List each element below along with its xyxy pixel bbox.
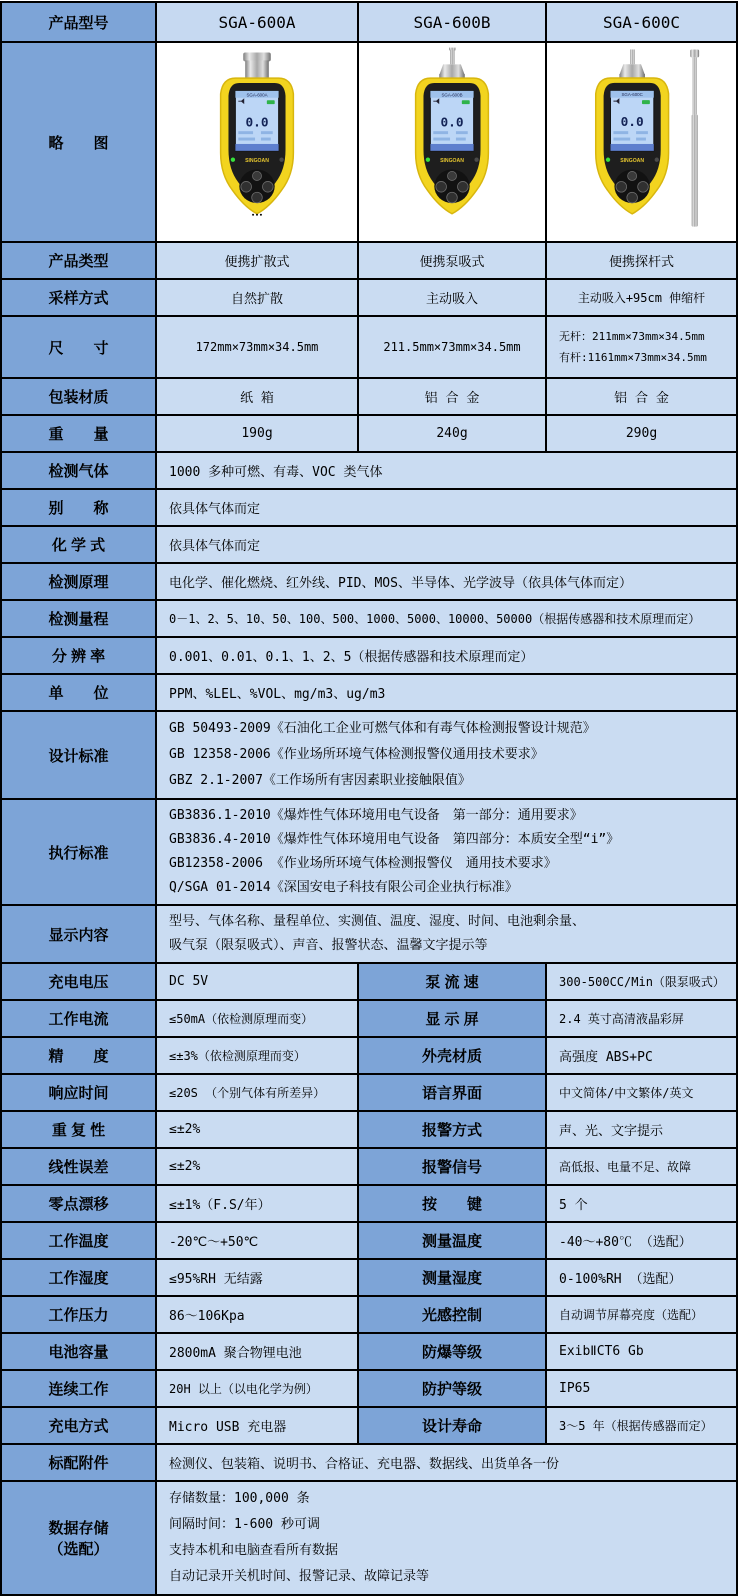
row-value: [157, 712, 738, 800]
menu-button: [252, 171, 261, 180]
standard-line: GBZ 2.1-2007《工作场所有害因素职业接触限值》: [169, 773, 471, 788]
table-row-current-display: [2, 1001, 738, 1038]
value-sga600b: 便携泵吸式: [359, 243, 547, 280]
device-illustration-sga600c: [547, 43, 736, 241]
value-sga600b: 主动吸入: [359, 280, 547, 317]
row-label: 工作湿度: [2, 1260, 157, 1297]
left-button: [616, 181, 627, 192]
storage-line: 存储数量：100,000 条: [169, 1491, 310, 1506]
row-label: 检测原理: [2, 564, 157, 601]
spec-value: 声、光、文字提示: [547, 1112, 738, 1149]
value-sga600a: 自然扩散: [157, 280, 359, 317]
spec-value: -20℃～+50℃: [157, 1223, 359, 1260]
row-label: 显示内容: [2, 906, 157, 964]
table-row-accessories: [2, 1445, 738, 1482]
table-row-battery-explosion-proof: [2, 1334, 738, 1371]
table-row-formula: [2, 527, 738, 564]
row-label: 响应时间: [2, 1075, 157, 1112]
image-cell-sga600c: [547, 43, 738, 243]
table-row-response-language: [2, 1075, 738, 1112]
brand-text: SINGOAN: [619, 158, 644, 165]
row-label: 重 复 性: [2, 1112, 157, 1149]
table-row-continuous-work-ip-rating: [2, 1371, 738, 1408]
row-label: 测量湿度: [359, 1260, 547, 1297]
row-value: 0.001、0.01、0.1、1、2、5（根据传感器和技术原理而定）: [157, 638, 738, 675]
row-label: 重 量: [2, 416, 157, 453]
display-line: 型号、气体名称、量程单位、实测值、温度、湿度、时间、电池剩余量、: [169, 914, 586, 929]
spec-value: ≤±1%（F.S/年）: [157, 1186, 359, 1223]
left-button: [436, 181, 447, 192]
spec-value: ≤95%RH 无结露: [157, 1260, 359, 1297]
value-sga600b: 211.5mm×73mm×34.5mm: [359, 317, 547, 379]
power-icon: [279, 158, 283, 162]
row-label-product-model: 产品型号: [2, 3, 157, 43]
lcd-reading: 0.0: [620, 115, 644, 131]
spec-value: -40～+80℃ （选配）: [547, 1223, 738, 1260]
lcd-status-bar: [235, 144, 278, 151]
spec-value: ExibⅡCT6 Gb: [547, 1334, 738, 1371]
spec-value: ≤±3%（依检测原理而变）: [157, 1038, 359, 1075]
status-led: [231, 158, 235, 162]
row-label: 报警信号: [359, 1149, 547, 1186]
value-sga600b: 铝 合 金: [359, 379, 547, 416]
lcd-model-text: SGA-600A: [246, 92, 268, 98]
row-label: 检测量程: [2, 601, 157, 638]
standard-line: GB 12358-2006《作业场所环境气体检测报警仪通用技术要求》: [169, 747, 544, 762]
storage-line: 支持本机和电脑查看所有数据: [169, 1543, 339, 1558]
table-row-principle: [2, 564, 738, 601]
row-label: 设计标准: [2, 712, 157, 800]
device-illustration-sga600a: [157, 43, 357, 241]
table-row-work-temp-measure-temp: [2, 1223, 738, 1260]
right-button: [458, 181, 469, 192]
row-label: 按 键: [359, 1186, 547, 1223]
sensor-cap-lip: [243, 53, 271, 62]
spec-value: 86～106Kpa: [157, 1297, 359, 1334]
sensor-cone: [619, 64, 645, 75]
row-label: 标配附件: [2, 1445, 157, 1482]
row-value: [157, 1482, 738, 1596]
row-label: 工作温度: [2, 1223, 157, 1260]
brand-text: SINGOAN: [245, 158, 269, 165]
table-row-exec-standard: [2, 800, 738, 906]
spec-value: 2800mA 聚合物锂电池: [157, 1334, 359, 1371]
table-row-linearity-alarm-signal: [2, 1149, 738, 1186]
standard-line: GB12358-2006 《作业场所环境气体检测报警仪 通用技术要求》: [169, 856, 557, 871]
spec-value: IP65: [547, 1371, 738, 1408]
lcd-status-bar: [610, 144, 653, 151]
right-button: [263, 181, 274, 192]
table-row-charge-voltage-pump-flow: [2, 964, 738, 1001]
menu-button: [447, 171, 456, 180]
row-label: 工作电流: [2, 1001, 157, 1038]
value-sga600c: 290g: [547, 416, 738, 453]
row-label: 语言界面: [359, 1075, 547, 1112]
lcd-reading: 0.0: [440, 115, 464, 131]
row-label: 外壳材质: [359, 1038, 547, 1075]
table-row-display-content: [2, 906, 738, 964]
row-value: [157, 800, 738, 906]
lcd-info-row: [613, 131, 628, 134]
lcd-info-row: [238, 131, 253, 134]
row-label: 产品类型: [2, 243, 157, 280]
lcd-info-row: [261, 131, 273, 134]
table-row-sampling: [2, 280, 738, 317]
row-label: 分 辨 率: [2, 638, 157, 675]
brand-text: SINGOAN: [440, 158, 464, 165]
telescopic-rod-lower: [691, 114, 697, 226]
image-cell-sga600b: [359, 43, 547, 243]
row-label: 充电电压: [2, 964, 157, 1001]
storage-line: 自动记录开关机时间、报警记录、故障记录等: [169, 1569, 430, 1584]
value-sga600a: 便携扩散式: [157, 243, 359, 280]
row-label: 泵 流 速: [359, 964, 547, 1001]
table-row-resolution: [2, 638, 738, 675]
lcd-info-row: [261, 138, 271, 141]
row-value: 0－1、2、5、10、50、100、500、1000、5000、10000、50000（根据传感器和技术原理而定）: [157, 601, 738, 638]
table-row-work-humidity-measure-humidity: [2, 1260, 738, 1297]
device-illustration-sga600b: [359, 43, 545, 241]
lcd-reading: 0.0: [245, 115, 269, 131]
row-label: 防护等级: [359, 1371, 547, 1408]
table-row-product-type: [2, 243, 738, 280]
row-label: 包装材质: [2, 379, 157, 416]
table-row-model: [2, 3, 738, 43]
table-row-accuracy-shell: [2, 1038, 738, 1075]
row-value: 检测仪、包装箱、说明书、合格证、充电器、数据线、出货单各一份: [157, 1445, 738, 1482]
table-row-zero-drift-keys: [2, 1186, 738, 1223]
spec-value: 中文简体/中文繁体/英文: [547, 1075, 738, 1112]
row-label: 充电方式: [2, 1408, 157, 1445]
row-label: [2, 1482, 157, 1596]
lcd-model-text: SGA-600C: [620, 92, 643, 98]
row-label: 电池容量: [2, 1334, 157, 1371]
standard-line: Q/SGA 01-2014《深国安电子科技有限公司企业执行标准》: [169, 880, 518, 895]
spec-value: 300-500CC/Min（限泵吸式）: [547, 964, 738, 1001]
lcd-info-row: [433, 138, 450, 141]
row-value: 依具体气体而定: [157, 527, 738, 564]
gas-detector-diffusion-image: [198, 47, 316, 237]
value-sga600c: 铝 合 金: [547, 379, 738, 416]
row-label: 报警方式: [359, 1112, 547, 1149]
spec-value: 5 个: [547, 1186, 738, 1223]
lcd-model-text: SGA-600B: [441, 92, 463, 98]
power-icon: [654, 158, 658, 162]
row-label: 零点漂移: [2, 1186, 157, 1223]
row-label: 显 示 屏: [359, 1001, 547, 1038]
spec-value: ≤±2%: [157, 1112, 359, 1149]
lcd-info-row: [238, 138, 255, 141]
probe: [450, 50, 454, 65]
enter-button: [252, 192, 263, 203]
spec-value: 2.4 英寸高清液晶彩屏: [547, 1001, 738, 1038]
probe: [630, 49, 634, 64]
lcd-info-row: [613, 138, 630, 141]
speaker-hole: [256, 214, 258, 216]
telescopic-rod-upper: [692, 57, 696, 114]
table-row-gases: [2, 453, 738, 490]
value-sga600a: 190g: [157, 416, 359, 453]
enter-button: [626, 192, 637, 203]
gas-detector-pump-image: [393, 47, 511, 237]
value-sga600c: 主动吸入+95cm 伸缩杆: [547, 280, 738, 317]
row-label: 线性误差: [2, 1149, 157, 1186]
standard-line: GB3836.1-2010《爆炸性气体环境用电气设备 第一部分：通用要求》: [169, 808, 583, 823]
value-sga600a: 纸 箱: [157, 379, 359, 416]
row-label: 防爆等级: [359, 1334, 547, 1371]
lcd-info-row: [456, 138, 466, 141]
storage-label-line: （选配）: [48, 1541, 109, 1558]
spec-value: 高低报、电量不足、故障: [547, 1149, 738, 1186]
spec-value: Micro USB 充电器: [157, 1408, 359, 1445]
table-row-charging-design-life: [2, 1408, 738, 1445]
lcd-status-bar: [430, 144, 473, 151]
spec-value: ≤50mA（依检测原理而变）: [157, 1001, 359, 1038]
standard-line: GB 50493-2009《石油化工企业可燃气体和有毒气体检测报警设计规范》: [169, 721, 596, 736]
power-icon: [474, 158, 478, 162]
row-label: 连续工作: [2, 1371, 157, 1408]
speaker-hole: [260, 214, 262, 216]
storage-label-line: 数据存储: [48, 1520, 109, 1537]
right-button: [637, 181, 648, 192]
table-row-design-standard: [2, 712, 738, 800]
table-row-data-storage: [2, 1482, 738, 1596]
table-row-dimensions: [2, 317, 738, 379]
row-label: 测量温度: [359, 1223, 547, 1260]
table-row-weight: [2, 416, 738, 453]
standard-line: GB3836.4-2010《爆炸性气体环境用电气设备 第四部分：本质安全型“i”》: [169, 832, 620, 847]
value-sga600a: 172mm×73mm×34.5mm: [157, 317, 359, 379]
table-row-repeatability-alarm-mode: [2, 1112, 738, 1149]
model-name-sga600c: SGA-600C: [547, 3, 738, 43]
row-value: PPM、%LEL、%VOL、mg/m3、ug/m3: [157, 675, 738, 712]
spec-value: 20H 以上（以电化学为例）: [157, 1371, 359, 1408]
speaker-hole: [252, 214, 254, 216]
battery-icon: [462, 100, 470, 104]
table-row-sketch: [2, 43, 738, 243]
row-label: 执行标准: [2, 800, 157, 906]
model-name-sga600b: SGA-600B: [359, 3, 547, 43]
table-row-range: [2, 601, 738, 638]
row-value: 电化学、催化燃烧、红外线、PID、MOS、半导体、光学波导（依具体气体而定）: [157, 564, 738, 601]
table-row-packing: [2, 379, 738, 416]
spec-value: DC 5V: [157, 964, 359, 1001]
row-label: 设计寿命: [359, 1408, 547, 1445]
status-led: [605, 158, 609, 162]
sensor-cone: [439, 64, 465, 75]
value-sga600c: 便携探杆式: [547, 243, 738, 280]
lcd-info-row: [636, 131, 648, 134]
row-label: 采样方式: [2, 280, 157, 317]
dimension-without-rod: 无杆：211mm×73mm×34.5mm: [559, 330, 705, 343]
left-button: [241, 181, 252, 192]
spec-value: 自动调节屏幕亮度（选配）: [547, 1297, 738, 1334]
row-value: 依具体气体而定: [157, 490, 738, 527]
row-label: 光感控制: [359, 1297, 547, 1334]
row-value: [157, 906, 738, 964]
lcd-info-row: [433, 131, 448, 134]
row-label: 检测气体: [2, 453, 157, 490]
spec-value: ≤20S （个别气体有所差异）: [157, 1075, 359, 1112]
model-name-sga600a: SGA-600A: [157, 3, 359, 43]
table-row-pressure-light-sense: [2, 1297, 738, 1334]
sensor-cap: [245, 60, 269, 79]
row-label-sketch: 略 图: [2, 43, 157, 243]
battery-icon: [267, 100, 275, 104]
row-value: 1000 多种可燃、有毒、VOC 类气体: [157, 453, 738, 490]
storage-line: 间隔时间：1-600 秒可调: [169, 1517, 320, 1532]
telescopic-rod-cap: [690, 49, 699, 57]
spec-value: 3～5 年（根据传感器而定）: [547, 1408, 738, 1445]
image-cell-sga600a: [157, 43, 359, 243]
spec-table: [0, 1, 738, 1596]
spec-value: 0-100%RH （选配）: [547, 1260, 738, 1297]
row-label: 别 称: [2, 490, 157, 527]
lcd-info-row: [456, 131, 468, 134]
value-sga600c: [547, 317, 738, 379]
value-sga600b: 240g: [359, 416, 547, 453]
table-row-unit: [2, 675, 738, 712]
enter-button: [447, 192, 458, 203]
menu-button: [627, 171, 636, 180]
display-line: 吸气泵（限泵吸式）、声音、报警状态、温馨文字提示等: [169, 938, 488, 953]
spec-value: ≤±2%: [157, 1149, 359, 1186]
row-label: 尺 寸: [2, 317, 157, 379]
dimension-with-rod: 有杆:1161mm×73mm×34.5mm: [559, 351, 707, 364]
row-label: 精 度: [2, 1038, 157, 1075]
row-label: 单 位: [2, 675, 157, 712]
table-row-alias: [2, 490, 738, 527]
row-label: 工作压力: [2, 1297, 157, 1334]
status-led: [426, 158, 430, 162]
row-label: 化 学 式: [2, 527, 157, 564]
battery-icon: [642, 100, 650, 104]
lcd-info-row: [636, 138, 646, 141]
spec-value: 高强度 ABS+PC: [547, 1038, 738, 1075]
gas-detector-probe-rod-image: [578, 47, 706, 237]
